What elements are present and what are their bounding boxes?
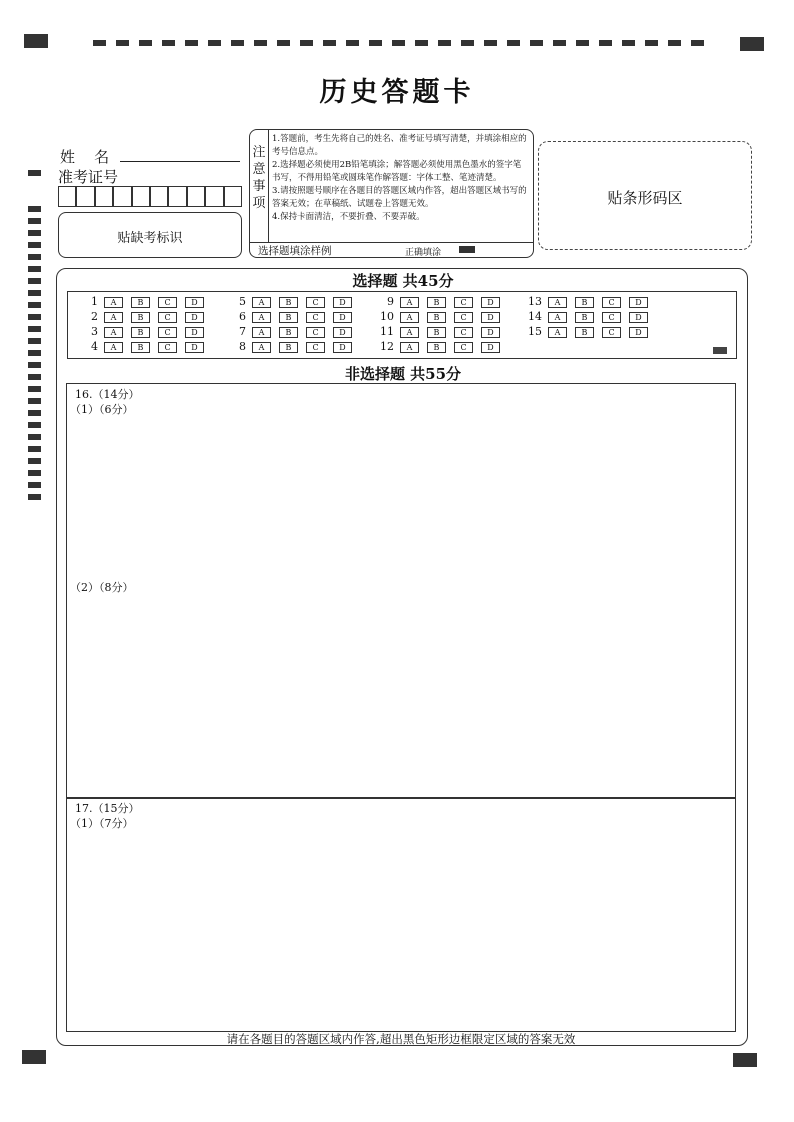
q17-part1-label: （1）（7分） (70, 817, 134, 830)
timing-mark (116, 40, 129, 46)
timing-mark (28, 386, 41, 392)
question-number: 6 (239, 310, 246, 323)
timing-mark (28, 254, 41, 260)
option-bubble[interactable]: C (158, 297, 177, 308)
option-bubble[interactable]: C (306, 312, 325, 323)
option-bubble[interactable]: D (185, 312, 204, 323)
corner-mark-tr (740, 37, 764, 51)
exam-id-cell[interactable] (187, 186, 205, 207)
choice-question (524, 325, 656, 339)
timing-mark (254, 40, 267, 46)
question-number: 4 (91, 340, 98, 353)
question-number: 15 (528, 325, 542, 338)
option-bubble[interactable]: A (252, 342, 271, 353)
option-bubble[interactable]: A (252, 327, 271, 338)
timing-mark (438, 40, 451, 46)
q16-part2-label: （2）（8分） (70, 581, 134, 594)
option-bubble[interactable]: D (629, 327, 648, 338)
notes-list (272, 133, 528, 224)
option-bubble[interactable]: D (629, 297, 648, 308)
timing-mark (553, 40, 566, 46)
footer-note: 请在各题目的答题区域内作答,超出黑色矩形边框限定区域的答案无效 (226, 1032, 576, 1046)
timing-mark (530, 40, 543, 46)
option-bubble[interactable]: C (158, 327, 177, 338)
question-number: 8 (239, 340, 246, 353)
q16-part1-label: （1）（6分） (70, 403, 134, 416)
exam-id-label: 准考证号 (58, 168, 119, 186)
option-bubble[interactable]: B (279, 342, 298, 353)
option-bubble[interactable]: B (427, 297, 446, 308)
correct-fill-label: 正确填涂 (405, 248, 442, 258)
option-bubble[interactable]: D (481, 327, 500, 338)
timing-mark (208, 40, 221, 46)
option-bubble[interactable]: A (104, 312, 123, 323)
option-bubble[interactable]: C (158, 342, 177, 353)
option-bubble[interactable]: D (333, 312, 352, 323)
timing-mark (576, 40, 589, 46)
timing-mark (185, 40, 198, 46)
timing-mark (231, 40, 244, 46)
option-bubble[interactable]: B (131, 342, 150, 353)
timing-mark (668, 40, 681, 46)
question-number: 13 (528, 295, 542, 308)
timing-mark (323, 40, 336, 46)
note-item: 1.答题前，考生先将自己的姓名、准考证号填写清楚，并填涂相应的考号信息点。 (272, 134, 527, 157)
option-bubble[interactable]: D (333, 327, 352, 338)
question-number: 10 (380, 310, 394, 323)
option-bubble[interactable]: B (427, 312, 446, 323)
option-bubble[interactable]: A (400, 312, 419, 323)
timing-mark (28, 398, 41, 404)
q16-answer-box[interactable] (66, 383, 736, 799)
timing-mark (28, 206, 41, 212)
absent-mark-label: 贴缺考标识 (117, 231, 183, 246)
timing-mark (28, 302, 41, 308)
question-number: 3 (91, 325, 98, 338)
choice-question (228, 295, 360, 309)
option-bubble[interactable]: C (454, 297, 473, 308)
timing-mark (461, 40, 474, 46)
question-number: 14 (528, 310, 542, 323)
option-bubble[interactable]: D (185, 327, 204, 338)
timing-mark (93, 40, 106, 46)
choice-question (80, 310, 212, 324)
timing-mark (28, 314, 41, 320)
timing-mark (28, 278, 41, 284)
timing-mark (277, 40, 290, 46)
option-bubble[interactable]: A (104, 342, 123, 353)
option-bubble[interactable]: C (454, 312, 473, 323)
option-bubble[interactable]: C (602, 312, 621, 323)
choice-question (524, 310, 656, 324)
timing-mark (28, 218, 41, 224)
timing-mark (691, 40, 704, 46)
choice-question (524, 295, 656, 309)
choice-question (80, 340, 212, 354)
timing-mark (28, 374, 41, 380)
timing-mark (392, 40, 405, 46)
corner-mark-bl (22, 1050, 46, 1064)
q17-label: 17.（15分） (75, 802, 140, 815)
corner-mark-br (733, 1053, 757, 1067)
option-bubble[interactable]: D (185, 342, 204, 353)
absent-mark-area (58, 212, 242, 258)
timing-mark (507, 40, 520, 46)
option-bubble[interactable]: A (252, 312, 271, 323)
option-bubble[interactable]: B (279, 297, 298, 308)
timing-mark (28, 482, 41, 488)
barcode-area (538, 141, 752, 250)
option-bubble[interactable]: B (279, 312, 298, 323)
name-field[interactable] (120, 160, 240, 162)
option-bubble[interactable]: A (400, 327, 419, 338)
option-bubble[interactable]: C (454, 342, 473, 353)
notes-heading: 注意事项 (252, 145, 266, 211)
option-bubble[interactable]: B (427, 327, 446, 338)
question-number: 11 (380, 325, 394, 338)
q16-label: 16.（14分） (75, 388, 140, 401)
option-bubble[interactable]: C (454, 327, 473, 338)
option-bubble[interactable]: D (185, 297, 204, 308)
option-bubble[interactable]: B (131, 297, 150, 308)
page-title: 历史答题卡 (319, 77, 475, 108)
exam-id-cell[interactable] (224, 186, 242, 207)
option-bubble[interactable]: C (602, 297, 621, 308)
timing-mark (622, 40, 635, 46)
option-bubble[interactable]: D (481, 297, 500, 308)
option-bubble[interactable]: A (104, 327, 123, 338)
exam-id-cell[interactable] (95, 186, 113, 207)
option-bubble[interactable]: A (548, 312, 567, 323)
option-bubble[interactable]: B (575, 312, 594, 323)
timing-mark (28, 242, 41, 248)
option-bubble[interactable]: D (333, 342, 352, 353)
timing-mark (28, 458, 41, 464)
timing-mark (28, 170, 41, 176)
timing-mark (28, 266, 41, 272)
option-bubble[interactable]: C (158, 312, 177, 323)
option-bubble[interactable]: B (131, 312, 150, 323)
corner-mark-tl (24, 34, 48, 48)
exam-id-grid[interactable] (58, 186, 242, 207)
option-bubble[interactable]: A (252, 297, 271, 308)
option-bubble[interactable]: B (575, 297, 594, 308)
option-bubble[interactable]: B (131, 327, 150, 338)
choice-question (80, 325, 212, 339)
timing-mark (300, 40, 313, 46)
option-bubble[interactable]: D (629, 312, 648, 323)
timing-mark (28, 338, 41, 344)
option-bubble[interactable]: A (400, 342, 419, 353)
name-label: 姓 名 (60, 148, 110, 166)
question-number: 5 (239, 295, 246, 308)
timing-mark (139, 40, 152, 46)
timing-mark (645, 40, 658, 46)
note-item: 4.保持卡面清洁，不要折叠、不要弄破。 (272, 212, 425, 222)
choice-corner-mark (713, 347, 727, 354)
timing-mark (28, 290, 41, 296)
choice-question (376, 310, 508, 324)
question-number: 7 (239, 325, 246, 338)
fill-sample-label: 选择题填涂样例 (258, 245, 332, 257)
timing-mark (415, 40, 428, 46)
option-bubble[interactable]: C (306, 342, 325, 353)
choice-section-title: 选择题 共45分 (352, 272, 454, 290)
option-bubble[interactable]: A (548, 327, 567, 338)
barcode-label: 贴条形码区 (607, 189, 683, 207)
option-bubble[interactable]: D (481, 342, 500, 353)
exam-id-cell[interactable] (76, 186, 94, 207)
timing-mark (28, 446, 41, 452)
notes-divider-v (268, 129, 269, 242)
nonchoice-section-title: 非选择题 共55分 (344, 365, 462, 383)
note-item: 3.请按照题号顺序在各题目的答题区域内作答，超出答题区域书写的答案无效；在草稿纸、试题卷上答题无效。 (272, 186, 527, 209)
option-bubble[interactable]: A (548, 297, 567, 308)
question-number: 2 (91, 310, 98, 323)
exam-id-cell[interactable] (205, 186, 223, 207)
choice-question (228, 340, 360, 354)
timing-mark (28, 434, 41, 440)
timing-mark (28, 410, 41, 416)
option-bubble[interactable]: B (279, 327, 298, 338)
exam-id-cell[interactable] (58, 186, 76, 207)
question-number: 12 (380, 340, 394, 353)
choice-question (228, 325, 360, 339)
timing-mark (162, 40, 175, 46)
option-bubble[interactable]: C (602, 327, 621, 338)
correct-fill-sample (459, 246, 475, 253)
exam-id-cell[interactable] (113, 186, 131, 207)
note-item: 2.选择题必须使用2B铅笔填涂；解答题必须使用黑色墨水的签字笔书写，不得用铅笔或圆珠笔作解答题：字体工整、笔迹清楚。 (272, 160, 522, 183)
exam-id-cell[interactable] (132, 186, 150, 207)
choice-question (228, 310, 360, 324)
choice-question (376, 340, 508, 354)
choice-question (376, 295, 508, 309)
timing-mark (346, 40, 359, 46)
option-bubble[interactable]: D (333, 297, 352, 308)
exam-id-cell[interactable] (150, 186, 168, 207)
choice-question (376, 325, 508, 339)
timing-mark (28, 326, 41, 332)
timing-mark (28, 422, 41, 428)
timing-mark (28, 230, 41, 236)
option-bubble[interactable]: C (306, 327, 325, 338)
q17-answer-box[interactable] (66, 797, 736, 1032)
timing-mark (484, 40, 497, 46)
option-bubble[interactable]: C (306, 297, 325, 308)
option-bubble[interactable]: B (575, 327, 594, 338)
question-number: 1 (91, 295, 98, 308)
option-bubble[interactable]: D (481, 312, 500, 323)
timing-mark (369, 40, 382, 46)
choice-question (80, 295, 212, 309)
exam-id-cell[interactable] (168, 186, 186, 207)
question-number: 9 (387, 295, 394, 308)
option-bubble[interactable]: A (400, 297, 419, 308)
timing-mark (28, 362, 41, 368)
timing-mark (599, 40, 612, 46)
option-bubble[interactable]: A (104, 297, 123, 308)
option-bubble[interactable]: B (427, 342, 446, 353)
timing-mark (28, 350, 41, 356)
timing-mark (28, 470, 41, 476)
timing-mark (28, 494, 41, 500)
